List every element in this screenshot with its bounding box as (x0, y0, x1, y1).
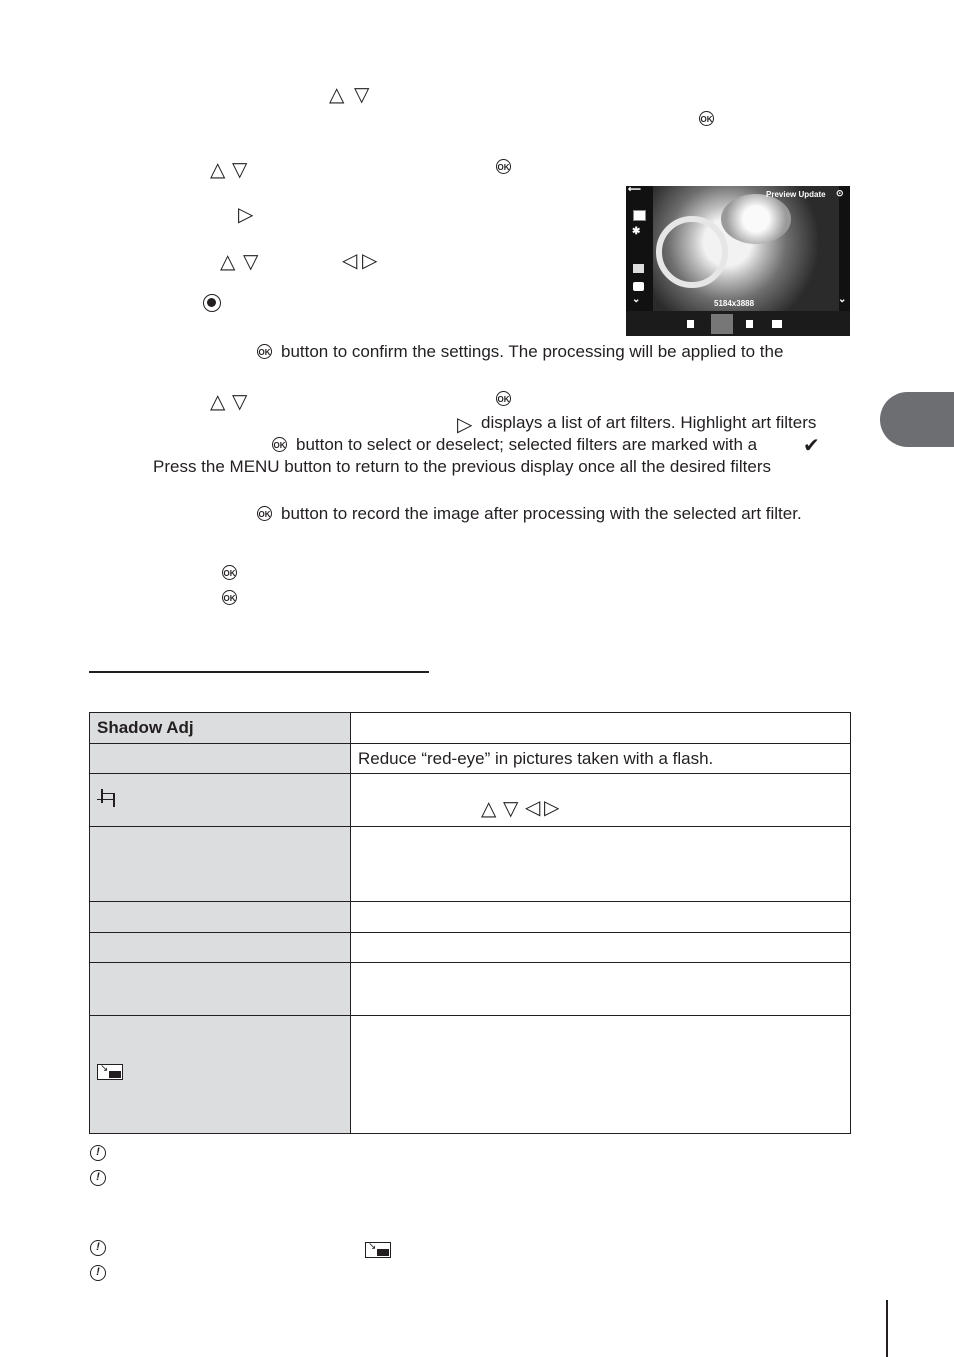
table-row (90, 902, 851, 933)
ok-button-icon: OK (272, 437, 287, 452)
ok-button-icon: OK (496, 391, 511, 406)
up-arrow-icon: △ (210, 391, 226, 413)
table-row (90, 774, 851, 827)
exposure-icon (633, 264, 644, 273)
caution-icon: ! (90, 1145, 106, 1161)
right-arrow-icon: ▷ (457, 414, 473, 436)
up-arrow-icon: △ (210, 159, 226, 181)
filter-slot-selected[interactable] (711, 314, 733, 334)
art-filter-icon (633, 210, 646, 221)
art-filter-list-text: displays a list of art filters. Highlight art filters (481, 413, 817, 432)
ok-button-icon: OK (257, 344, 272, 359)
option-name (90, 902, 351, 933)
option-description (351, 902, 851, 933)
resize-icon: ↘ (365, 1242, 391, 1258)
down-arrow-icon: ▽ (232, 159, 248, 181)
right-arrow-icon: ▷ (362, 250, 378, 272)
option-description (351, 827, 851, 902)
resolution-label: 5184x3888 (714, 299, 755, 308)
option-name (90, 933, 351, 963)
up-arrow-icon: △ (329, 84, 345, 106)
right-arrow-icon: ▷ (544, 797, 560, 819)
check-icon: ✔ (803, 435, 820, 457)
filter-slot[interactable] (687, 320, 694, 328)
down-arrow-icon: ▽ (243, 251, 259, 273)
table-row (90, 827, 851, 902)
chevron-down-icon: ⌄ (632, 294, 641, 305)
caution-icon: ! (90, 1265, 106, 1281)
option-description (351, 1016, 851, 1134)
down-arrow-icon: ▽ (232, 391, 248, 413)
record-image-text: button to record the image after processing with the selected art filter. (281, 504, 802, 523)
table-row (90, 713, 851, 744)
flower-shape (721, 194, 791, 244)
left-arrow-icon: ◁ (342, 250, 358, 272)
option-description (351, 963, 851, 1016)
back-icon: ⟵ (628, 186, 641, 194)
ok-button-icon: OK (257, 506, 272, 521)
chevron-right-icon: ⌄ (838, 294, 847, 305)
table-row (90, 933, 851, 963)
option-name (90, 963, 351, 1016)
down-arrow-icon: ▽ (503, 798, 519, 820)
camera-preview-screen (626, 186, 850, 336)
down-arrow-icon: ▽ (354, 84, 370, 106)
option-description (351, 933, 851, 963)
ok-button-icon: OK (222, 565, 237, 580)
up-arrow-icon: △ (220, 251, 236, 273)
option-name (90, 744, 351, 774)
dial-icon (203, 294, 221, 312)
caution-icon: ! (90, 1240, 106, 1256)
filter-slot[interactable] (772, 320, 782, 328)
resize-icon: ↘ (97, 1064, 123, 1080)
table-row (90, 963, 851, 1016)
right-arrow-icon: ▷ (238, 204, 254, 226)
edit-options-table (89, 712, 851, 1134)
option-name (90, 774, 351, 827)
select-deselect-text: button to select or deselect; selected filters are marked with a (296, 435, 758, 454)
ok-button-icon: OK (496, 159, 511, 174)
table-row (90, 1016, 851, 1134)
caution-icon: ! (90, 1170, 106, 1186)
page-edge-rule (886, 1300, 888, 1357)
section-heading-rule (89, 671, 429, 673)
effect-icon: ✱ (632, 226, 641, 237)
chapter-tab[interactable] (880, 392, 954, 447)
table-row (90, 744, 851, 774)
left-arrow-icon: ◁ (525, 797, 541, 819)
option-description (351, 774, 851, 827)
option-name (90, 1016, 351, 1134)
filter-strip (626, 311, 850, 336)
confirm-settings-text: button to confirm the settings. The processing will be applied to the (281, 342, 784, 361)
filter-slot[interactable] (746, 320, 753, 328)
ok-button-icon: OK (699, 111, 714, 126)
preview-dot-icon: ⊙ (836, 188, 844, 198)
menu-return-text: Press the MENU button to return to the previous display once all the desired filters (153, 457, 771, 476)
option-name: Shadow Adj (90, 713, 351, 744)
frame-icon (633, 282, 644, 291)
option-description: Reduce “red-eye” in pictures taken with a flash. (351, 744, 851, 774)
preview-title: Preview Update (766, 190, 826, 199)
up-arrow-icon: △ (481, 798, 497, 820)
ok-button-icon: OK (222, 590, 237, 605)
option-name (90, 827, 351, 902)
rose-shape (656, 216, 728, 288)
crop-icon (97, 789, 119, 807)
option-description (351, 713, 851, 744)
